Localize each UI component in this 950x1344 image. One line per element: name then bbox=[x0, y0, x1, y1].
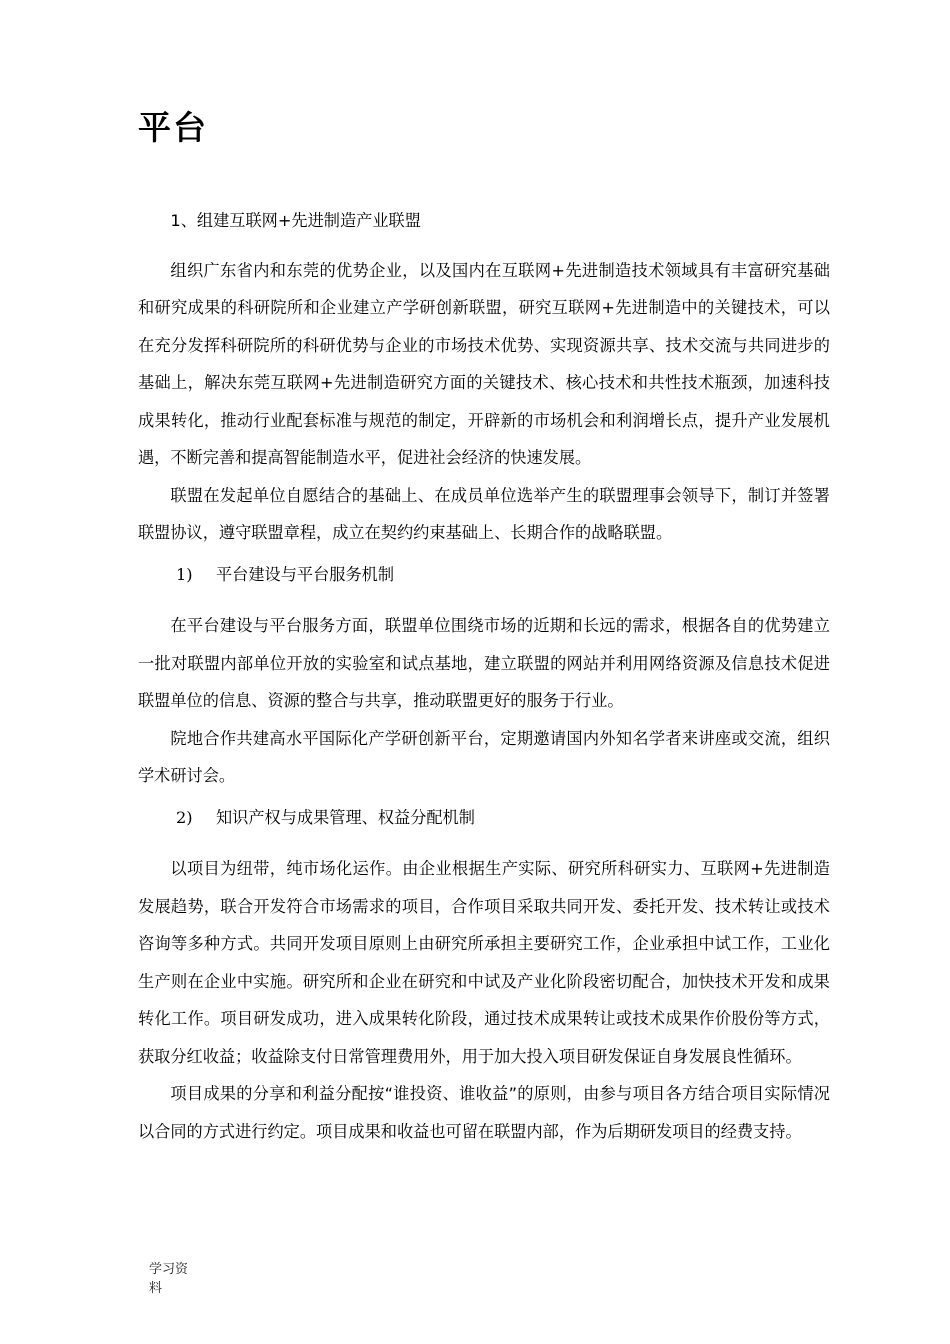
paragraph-cooperation: 院地合作共建高水平国际化产学研创新平台，定期邀请国内外知名学者来讲座或交流，组织学术研讨会。 bbox=[138, 728, 830, 785]
subheading-label: 知识产权与成果管理、权益分配机制 bbox=[216, 807, 475, 827]
page-title: 平台 bbox=[138, 108, 208, 147]
subheading-number: 2) bbox=[176, 807, 193, 827]
subheading-platform-mechanism bbox=[138, 556, 830, 594]
subheading-label: 平台建设与平台服务机制 bbox=[216, 564, 395, 584]
subheading-ip-mechanism bbox=[138, 799, 830, 837]
document-body bbox=[138, 202, 830, 1150]
paragraph-alliance-governance: 联盟在发起单位自愿结合的基础上、在成员单位选举产生的联盟理事会领导下，制订并签署联盟协议，遵守联盟章程，成立在契约约束基础上、长期合作的战略联盟。 bbox=[138, 485, 830, 542]
paragraph-project-operation: 以项目为纽带，纯市场化运作。由企业根据生产实际、研究所科研实力、互联网+先进制造发展趋势，联合开发符合市场需求的项目，合作项目采取共同开发、委托开发、技术转让或技术咨询等多种方式。共同开发项目原则上由研究所承担主要研究工作，企业承担中试工作，工业化生产则在企业中实施。研究所和企业在研究和中试及产业化阶段密切配合，加快技术开发和成果转化工作。项目研发成功，进入成果转化阶段，通过技术成果转让或技术成果作价股份等方式，获取分红收益；收益除支付日常管理费用外，用于加大投入项目研发保证自身发展良性循环。 bbox=[138, 859, 830, 1066]
paragraph-platform-service: 在平台建设与平台服务方面，联盟单位围绕市场的近期和长远的需求，根据各自的优势建立一批对联盟内部单位开放的实验室和试点基地，建立联盟的网站并利用网络资源及信息技术促进联盟单位的信息、资源的整合与共享，推动联盟更好的服务于行业。 bbox=[138, 616, 830, 710]
section-heading: 1、组建互联网+先进制造产业联盟 bbox=[170, 211, 421, 230]
page-footer: 学习资料 bbox=[149, 1262, 189, 1296]
subheading-number: 1) bbox=[176, 564, 193, 584]
paragraph-alliance-intro: 组织广东省内和东莞的优势企业，以及国内在互联网+先进制造技术领域具有丰富研究基础和研究成果的科研院所和企业建立产学研创新联盟，研究互联网+先进制造中的关键技术，可以在充分发挥科研院所的科研优势与企业的市场技术优势、实现资源共享、技术交流与共同进步的基础上，解决东莞互联网+先进制造研究方面的关键技术、核心技术和共性技术瓶颈，加速科技成果转化，推动行业配套标准与规范的制定，开辟新的市场机会和利润增长点，提升产业发展机遇，不断完善和提高智能制造水平，促进社会经济的快速发展。 bbox=[138, 260, 830, 467]
paragraph-benefit-distribution: 项目成果的分享和利益分配按“谁投资、谁收益”的原则，由参与项目各方结合项目实际情况以合同的方式进行约定。项目成果和收益也可留在联盟内部，作为后期研发项目的经费支持。 bbox=[138, 1084, 830, 1141]
